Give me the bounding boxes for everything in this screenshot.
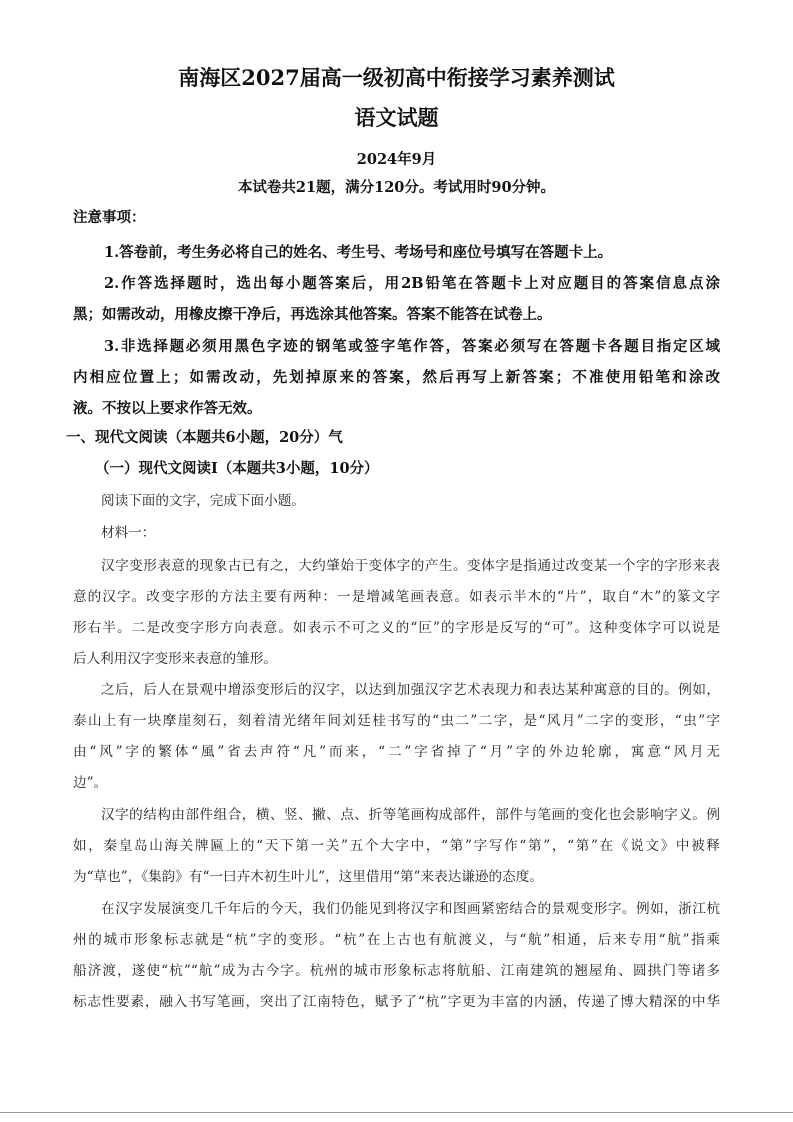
paragraph-1-line: 后人利用汉字变形来表意的雏形。 [73, 651, 277, 667]
paragraph-4-line: 州的城市形象标志就是“杭”字的变形。“杭”在上古也有航渡义，与“航”相通，后来专用“航”指乘 [73, 932, 720, 948]
exam-date: 2024年9月 [356, 151, 437, 168]
paragraph-4-line: 标志性要素，融入书写笔画，突出了江南特色，赋予了“杭”字更为丰富的内涵，传递了博大精深的中华 [73, 994, 720, 1010]
paragraph-2-line: 泰山上有一块摩崖刻石，刻着清光绪年间刘廷桂书写的“虫二”二字，是“风月”二字的变形，“虫”字 [73, 713, 720, 729]
paragraph-4-line: 在汉字发展演变几千年后的今天，我们仍能见到将汉字和图画紧密结合的景观变形字。例如，浙江杭 [101, 901, 720, 917]
section-heading: 一、现代文阅读（本题共6小题，20分）气 [66, 429, 343, 446]
notice-item-3-line: 内相应位置上；如需改动，先划掉原来的答案，然后再写上新答案；不准使用铅笔和涂改 [73, 369, 720, 386]
page-bottom-divider [0, 1112, 793, 1113]
subsection-heading: （一）现代文阅读Ⅰ（本题共3小题，10分） [95, 460, 379, 477]
paragraph-3-line: 如，秦皇岛山海关牌匾上的“天下第一关”五个大字中，“第”字写作“第”，“第”在《说文》中被释 [73, 838, 720, 854]
paragraph-2-line: 由“风”字的繁体“風”省去声符“凡”而来，“二”字省掉了“月”字的外边轮廓，寓意“风月无 [73, 744, 720, 760]
paragraph-3-line: 为“草也”，《集韵》有“一曰卉木初生叶儿”，这里借用“第”来表达谦逊的态度。 [73, 869, 543, 885]
notice-item-2-line: 2.作答选择题时，选出每小题答案后，用2B铅笔在答题卡上对应题目的答案信息点涂 [104, 275, 720, 292]
paragraph-1-line: 形右半。二是改变字形方向表意。如表示不可之义的“叵”的字形是反写的“可”。这种变体字可以说是 [73, 620, 720, 636]
paragraph-2-line: 之后，后人在景观中增添变形后的汉字，以达到加强汉字艺术表现力和表达某种寓意的目的。例如， [101, 682, 720, 698]
paragraph-3-line: 汉字的结构由部件组合，横、竖、撇、点、折等笔画构成部件，部件与笔画的变化也会影响字义。例 [101, 807, 720, 823]
notice-item-3-line: 3.非选择题必须用黑色字迹的钢笔或签字笔作答，答案必须写在答题卡各题目指定区域 [104, 338, 720, 355]
paragraph-4-line: 船济渡，遂使“杭”“航”成为古今字。杭州的城市形象标志将航船、江南建筑的翘屋角、圆拱门等诸多 [73, 963, 720, 979]
paragraph-1-line: 汉字变形表意的现象古已有之，大约肇始于变体字的产生。变体字是指通过改变某一个字的字形来表 [101, 558, 720, 574]
reading-instruction: 阅读下面的文字，完成下面小题。 [101, 493, 305, 509]
exam-subtitle: 语文试题 [354, 105, 439, 130]
exam-info: 本试卷共21题，满分120分。考试用时90分钟。 [237, 179, 556, 196]
notice-item-2-line: 黑；如需改动，用橡皮擦干净后，再选涂其他答案。答案不能答在试卷上。 [73, 306, 552, 323]
exam-title: 南海区2027届高一级初高中衔接学习素养测试 [178, 65, 615, 90]
material-label: 材料一： [101, 525, 156, 541]
notice-item-3-line: 液。不按以上要求作答无效。 [73, 400, 262, 417]
notice-heading: 注意事项： [73, 209, 146, 226]
notice-item-1-line: 1.答卷前，考生务必将自己的姓名、考生号、考场号和座位号填写在答题卡上。 [104, 244, 613, 261]
paragraph-1-line: 意的汉字。改变字形的方法主要有两种：一是增减笔画表意。如表示半木的“片”，取自“木”的篆文字 [73, 589, 720, 605]
paragraph-2-line: 边”。 [73, 775, 108, 791]
